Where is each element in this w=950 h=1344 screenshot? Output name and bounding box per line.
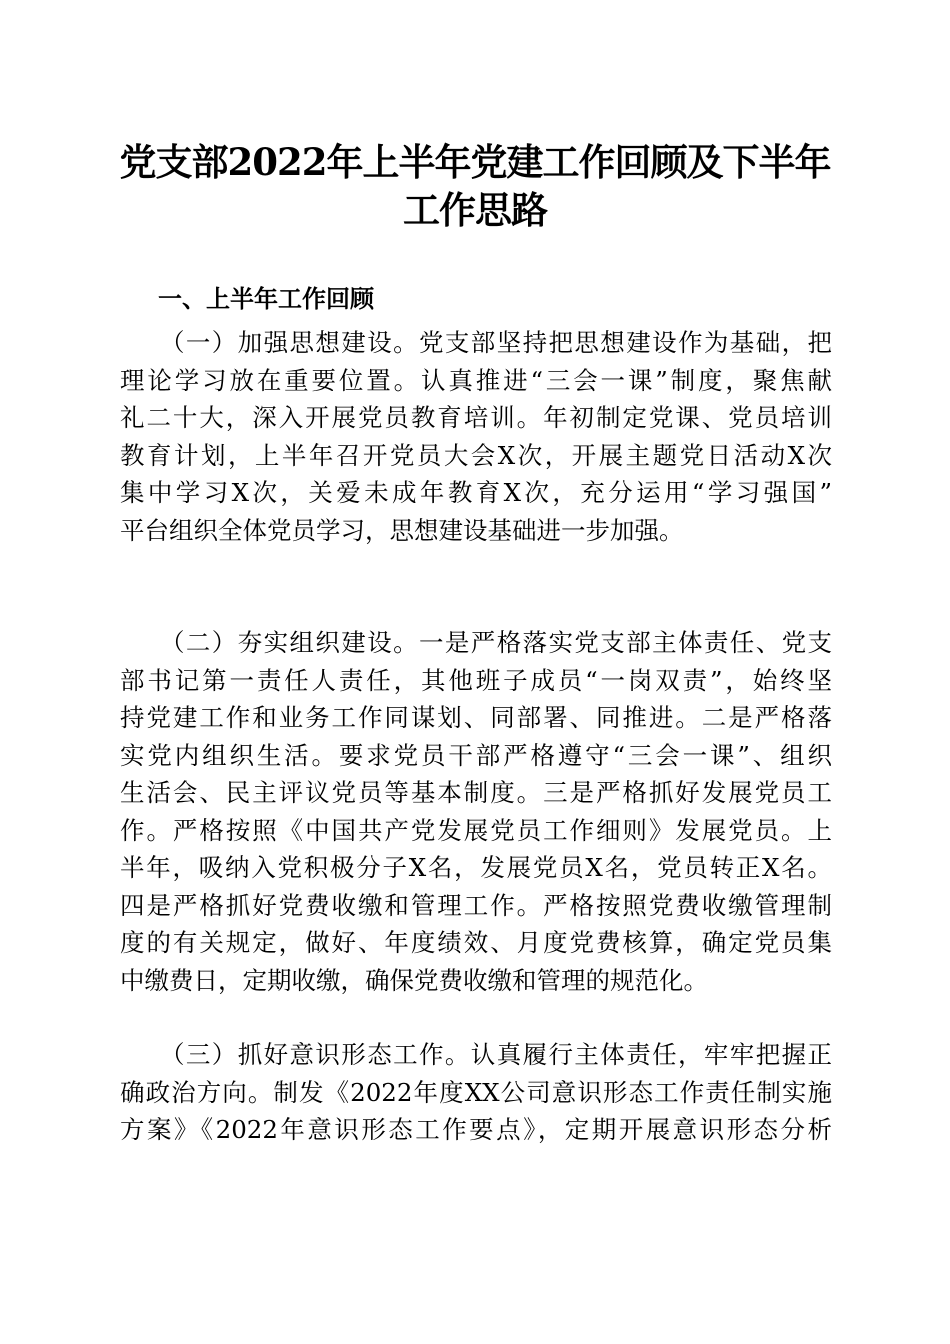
paragraph-line: 生活会、民主评议党员等基本制度。三是严格抓好发展党员工 [120,778,832,807]
document-title-line-1: 党支部2022年上半年党建工作回顾及下半年 [119,140,831,184]
paragraph-line: 半年，吸纳入党积极分子X名，发展党员X名，党员转正X名。 [120,853,832,882]
paragraph-ideological-building [120,324,832,549]
paragraph-line: 方案》《2022年意识形态工作要点》，定期开展意识形态分析 [120,1115,832,1144]
paragraph-line: 礼二十大，深入开展党员教育培训。年初制定党课、党员培训 [120,403,832,432]
paragraph-line: 四是严格抓好党费收缴和管理工作。严格按照党费收缴管理制 [120,890,832,920]
section-heading-review: 一、上半年工作回顾 [158,285,374,313]
paragraph-organization-building [120,624,832,999]
paragraph-line: 确政治方向。制发《2022年度XX公司意识形态工作责任制实施 [120,1077,832,1107]
paragraph-line: 教育计划，上半年召开党员大会X次，开展主题党日活动X次 [120,440,832,470]
paragraph-line: （三）抓好意识形态工作。认真履行主体责任，牢牢把握正 [160,1040,832,1069]
paragraph-line: 平台组织全体党员学习，思想建设基础进一步加强。 [120,515,684,545]
paragraph-line: 理论学习放在重要位置。认真推进“三会一课”制度，聚焦献 [120,365,832,395]
paragraph-line: 持党建工作和业务工作同谋划、同部署、同推进。二是严格落 [120,703,832,732]
paragraph-line: 实党内组织生活。要求党员干部严格遵守“三会一课”、组织 [120,740,832,770]
paragraph-line: 作。严格按照《中国共产党发展党员工作细则》发展党员。上 [120,815,832,845]
document-title-line-2: 工作思路 [403,188,547,232]
paragraph-line: （一）加强思想建设。党支部坚持把思想建设作为基础，把 [160,328,832,357]
paragraph-ideology-work [120,1036,832,1149]
paragraph-line: （二）夯实组织建设。一是严格落实党支部主体责任、党支 [160,628,832,657]
paragraph-line: 中缴费日，定期收缴，确保党费收缴和管理的规范化。 [120,965,708,995]
paragraph-line: 集中学习X次，关爱未成年教育X次，充分运用“学习强国” [120,478,832,507]
paragraph-line: 部书记第一责任人责任，其他班子成员“一岗双责”，始终坚 [120,665,832,695]
paragraph-line: 度的有关规定，做好、年度绩效、月度党费核算，确定党员集 [120,928,832,957]
